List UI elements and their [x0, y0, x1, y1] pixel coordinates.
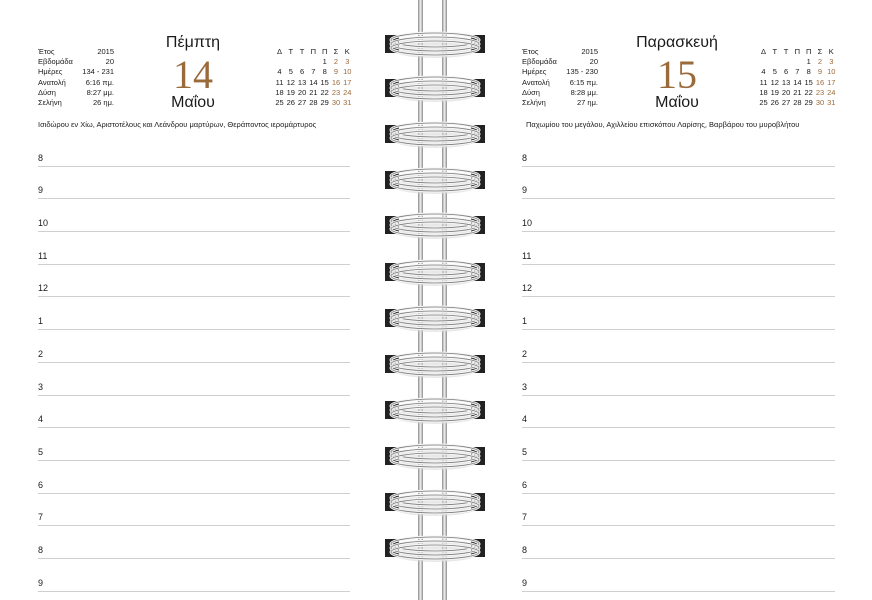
calendar-day: 1 — [322, 57, 327, 67]
hour-label: 8 — [38, 544, 44, 555]
info-table — [522, 47, 598, 108]
info-label: Εβδομάδα — [38, 57, 73, 67]
day-number: 15 — [657, 52, 697, 97]
calendar-day: 7 — [795, 67, 800, 77]
hour-label: 7 — [38, 512, 44, 523]
hour-row[interactable] — [522, 265, 835, 298]
spiral-ring — [385, 77, 485, 102]
hour-label: 12 — [522, 283, 533, 294]
saints-of-day: Παχωμίου του μεγάλου, Αχιλλείου επισκόπου Λαρίσης, Βαρβάρου του μυροβλήτου — [526, 120, 800, 129]
hour-row[interactable] — [38, 363, 350, 396]
calendar-weekday: Π — [805, 47, 812, 56]
hour-label: 4 — [522, 414, 528, 425]
calendar-day: 5 — [288, 67, 293, 77]
spiral-ring — [385, 491, 485, 516]
calendar-day: 28 — [309, 97, 318, 107]
calendar-day: 24 — [827, 87, 836, 97]
calendar-day: 22 — [804, 87, 813, 97]
calendar-header-row — [758, 47, 838, 57]
hour-row[interactable] — [522, 199, 835, 232]
calendar-day: 17 — [827, 77, 836, 87]
calendar-day: 10 — [343, 67, 352, 77]
info-label: Ημέρες — [522, 67, 547, 77]
hour-label: 9 — [522, 577, 528, 588]
calendar-day: 14 — [309, 77, 318, 87]
calendar-day: 21 — [793, 87, 802, 97]
calendar-day: 28 — [793, 97, 802, 107]
calendar-day: 23 — [815, 87, 825, 97]
hour-label: 2 — [38, 348, 44, 359]
calendar-weekday: Π — [321, 47, 328, 56]
day-name: Πέμπτη — [165, 34, 221, 51]
info-value: 8:27 μμ. — [86, 87, 114, 97]
calendar-week-row — [758, 98, 838, 108]
spiral-binding — [380, 0, 490, 600]
saints-of-day: Ισιδώρου εν Χίω, Αριστοτέλους και Λεάνδρου μαρτύρων, Θεράποντος ιερομάρτυρος — [38, 120, 317, 129]
info-value: 2015 — [581, 47, 598, 56]
info-label: Εβδομάδα — [522, 57, 557, 67]
hour-row[interactable] — [38, 396, 350, 429]
hour-label: 7 — [522, 512, 528, 523]
hour-label: 9 — [38, 577, 44, 588]
info-label: Σελήνη — [38, 97, 62, 107]
hour-label: 6 — [522, 479, 528, 490]
hour-label: 4 — [38, 414, 44, 425]
calendar-day: 9 — [333, 67, 339, 77]
info-table — [38, 47, 114, 108]
calendar-weekday: Τ — [299, 47, 305, 56]
calendar-day: 16 — [815, 77, 825, 87]
spiral-ring — [385, 123, 485, 148]
calendar-week-row — [274, 78, 354, 88]
calendar-day: 25 — [759, 97, 768, 107]
hour-label: 8 — [522, 152, 528, 163]
hour-label: 10 — [38, 218, 49, 229]
hour-label: 8 — [522, 544, 528, 555]
info-label: Έτος — [522, 47, 539, 56]
calendar-weekday: Δ — [760, 47, 766, 56]
info-value: 2015 — [97, 47, 114, 56]
calendar-day: 6 — [300, 67, 305, 77]
calendar-weekday: Τ — [288, 47, 294, 56]
hour-row[interactable] — [522, 330, 835, 363]
hour-lines — [38, 134, 350, 592]
hour-label: 5 — [522, 446, 528, 457]
hour-row[interactable] — [522, 167, 835, 200]
info-value: 27 ημ. — [576, 97, 598, 107]
hour-row[interactable] — [38, 134, 350, 167]
month-name: Μαΐου — [171, 94, 215, 111]
calendar-day: 2 — [333, 57, 339, 67]
hour-label: 10 — [522, 218, 533, 229]
calendar-weekday: Π — [310, 47, 317, 56]
hour-row[interactable] — [522, 297, 835, 330]
calendar-day: 3 — [345, 57, 350, 67]
mini-calendar — [274, 47, 354, 108]
calendar-header-row — [274, 47, 354, 57]
calendar-day: 25 — [275, 97, 284, 107]
spiral-ring — [385, 445, 485, 470]
hour-label: 5 — [38, 446, 44, 457]
hour-label: 9 — [522, 185, 528, 196]
spiral-ring — [385, 261, 485, 286]
hour-row[interactable] — [38, 494, 350, 527]
hour-label: 3 — [522, 381, 528, 392]
calendar-day: 12 — [286, 77, 295, 87]
calendar-weekday: Τ — [783, 47, 789, 56]
hour-row[interactable] — [38, 297, 350, 330]
calendar-day: 5 — [772, 67, 777, 77]
calendar-day: 13 — [781, 77, 791, 87]
calendar-weekday: Κ — [828, 47, 834, 56]
calendar-day: 8 — [806, 67, 811, 77]
left-page — [0, 0, 380, 600]
calendar-day: 13 — [297, 77, 307, 87]
hour-label: 8 — [38, 152, 44, 163]
hour-label: 1 — [522, 316, 528, 327]
calendar-day: 29 — [804, 97, 813, 107]
calendar-day: 19 — [286, 87, 295, 97]
info-label: Ανατολή — [522, 77, 550, 87]
hour-label: 11 — [522, 250, 532, 261]
calendar-week-row — [758, 88, 838, 98]
calendar-day: 6 — [784, 67, 789, 77]
calendar-day: 30 — [815, 97, 825, 107]
hour-row[interactable] — [522, 363, 835, 396]
calendar-day: 22 — [320, 87, 329, 97]
spiral-ring — [385, 537, 485, 562]
calendar-day: 16 — [331, 77, 341, 87]
spiral-ring — [385, 33, 485, 58]
calendar-day: 18 — [759, 87, 768, 97]
calendar-weekday: Π — [794, 47, 801, 56]
info-label: Δύση — [522, 87, 540, 97]
calendar-day: 11 — [275, 77, 284, 87]
calendar-day: 17 — [343, 77, 352, 87]
calendar-day: 23 — [331, 87, 341, 97]
info-value: 6:15 πμ. — [569, 77, 598, 87]
spiral-ring — [385, 214, 485, 239]
calendar-day: 14 — [793, 77, 802, 87]
info-value: 134 - 231 — [82, 67, 114, 77]
calendar-weekday: Σ — [817, 47, 823, 56]
hour-row[interactable] — [38, 461, 350, 494]
calendar-week-row — [274, 67, 354, 77]
hour-label: 2 — [522, 348, 528, 359]
hour-row[interactable] — [522, 461, 835, 494]
hour-row[interactable] — [522, 559, 835, 592]
hour-label: 12 — [38, 283, 49, 294]
calendar-weekday: Σ — [333, 47, 339, 56]
info-label: Ανατολή — [38, 77, 66, 87]
calendar-week-row — [758, 67, 838, 77]
calendar-day: 12 — [770, 77, 779, 87]
hour-row[interactable] — [38, 265, 350, 298]
calendar-day: 3 — [829, 57, 834, 67]
hour-lines — [522, 134, 835, 592]
info-label: Δύση — [38, 87, 56, 97]
hour-label: 6 — [38, 479, 44, 490]
calendar-day: 27 — [781, 97, 791, 107]
spiral-ring — [385, 353, 485, 378]
calendar-day: 11 — [759, 77, 768, 87]
calendar-day: 30 — [331, 97, 341, 107]
day-number: 14 — [173, 52, 213, 97]
calendar-week-row — [274, 98, 354, 108]
hour-row[interactable] — [38, 199, 350, 232]
calendar-day: 15 — [804, 77, 813, 87]
calendar-day: 4 — [277, 67, 282, 77]
day-name: Παρασκευή — [636, 34, 718, 51]
calendar-day: 26 — [770, 97, 779, 107]
calendar-day: 19 — [770, 87, 779, 97]
hour-row[interactable] — [38, 559, 350, 592]
mini-calendar — [758, 47, 838, 108]
calendar-weekday: Δ — [276, 47, 282, 56]
calendar-day: 24 — [343, 87, 352, 97]
calendar-day: 10 — [827, 67, 836, 77]
info-value: 20 — [589, 57, 598, 67]
info-value: 26 ημ. — [92, 97, 114, 107]
info-value: 20 — [105, 57, 114, 67]
info-label: Έτος — [38, 47, 55, 56]
spiral-ring — [385, 307, 485, 332]
calendar-week-row — [274, 57, 354, 67]
info-label: Σελήνη — [522, 97, 546, 107]
calendar-day: 27 — [297, 97, 307, 107]
hour-row[interactable] — [522, 526, 835, 559]
calendar-weekday: Κ — [344, 47, 350, 56]
hour-label: 9 — [38, 185, 44, 196]
hour-row[interactable] — [38, 428, 350, 461]
calendar-day: 15 — [320, 77, 329, 87]
hour-row[interactable] — [38, 167, 350, 200]
info-value: 8:28 μμ. — [570, 87, 598, 97]
hour-row[interactable] — [522, 396, 835, 429]
info-label: Ημέρες — [38, 67, 63, 77]
hour-row[interactable] — [38, 232, 350, 265]
calendar-day: 7 — [311, 67, 316, 77]
calendar-day: 18 — [275, 87, 284, 97]
calendar-day: 9 — [817, 67, 823, 77]
hour-row[interactable] — [38, 526, 350, 559]
calendar-day: 21 — [309, 87, 318, 97]
calendar-day: 8 — [322, 67, 327, 77]
hour-row[interactable] — [522, 428, 835, 461]
spiral-ring — [385, 399, 485, 424]
calendar-week-row — [758, 57, 838, 67]
calendar-day: 29 — [320, 97, 329, 107]
hour-label: 1 — [38, 316, 44, 327]
calendar-day: 20 — [781, 87, 791, 97]
calendar-day: 26 — [286, 97, 295, 107]
calendar-day: 20 — [297, 87, 307, 97]
calendar-week-row — [274, 88, 354, 98]
month-name: Μαΐου — [655, 94, 699, 111]
spiral-ring — [385, 169, 485, 194]
calendar-day: 1 — [806, 57, 811, 67]
right-page — [490, 0, 872, 600]
hour-row[interactable] — [38, 330, 350, 363]
info-value: 6:16 πμ. — [85, 77, 114, 87]
hour-label: 3 — [38, 381, 44, 392]
calendar-day: 31 — [827, 97, 836, 107]
calendar-day: 31 — [343, 97, 352, 107]
hour-row[interactable] — [522, 232, 835, 265]
calendar-weekday: Τ — [772, 47, 778, 56]
calendar-day: 2 — [817, 57, 823, 67]
hour-label: 11 — [38, 250, 48, 261]
calendar-week-row — [758, 78, 838, 88]
calendar-day: 4 — [761, 67, 766, 77]
hour-row[interactable] — [522, 134, 835, 167]
hour-row[interactable] — [522, 494, 835, 527]
info-value: 135 - 230 — [566, 67, 598, 77]
